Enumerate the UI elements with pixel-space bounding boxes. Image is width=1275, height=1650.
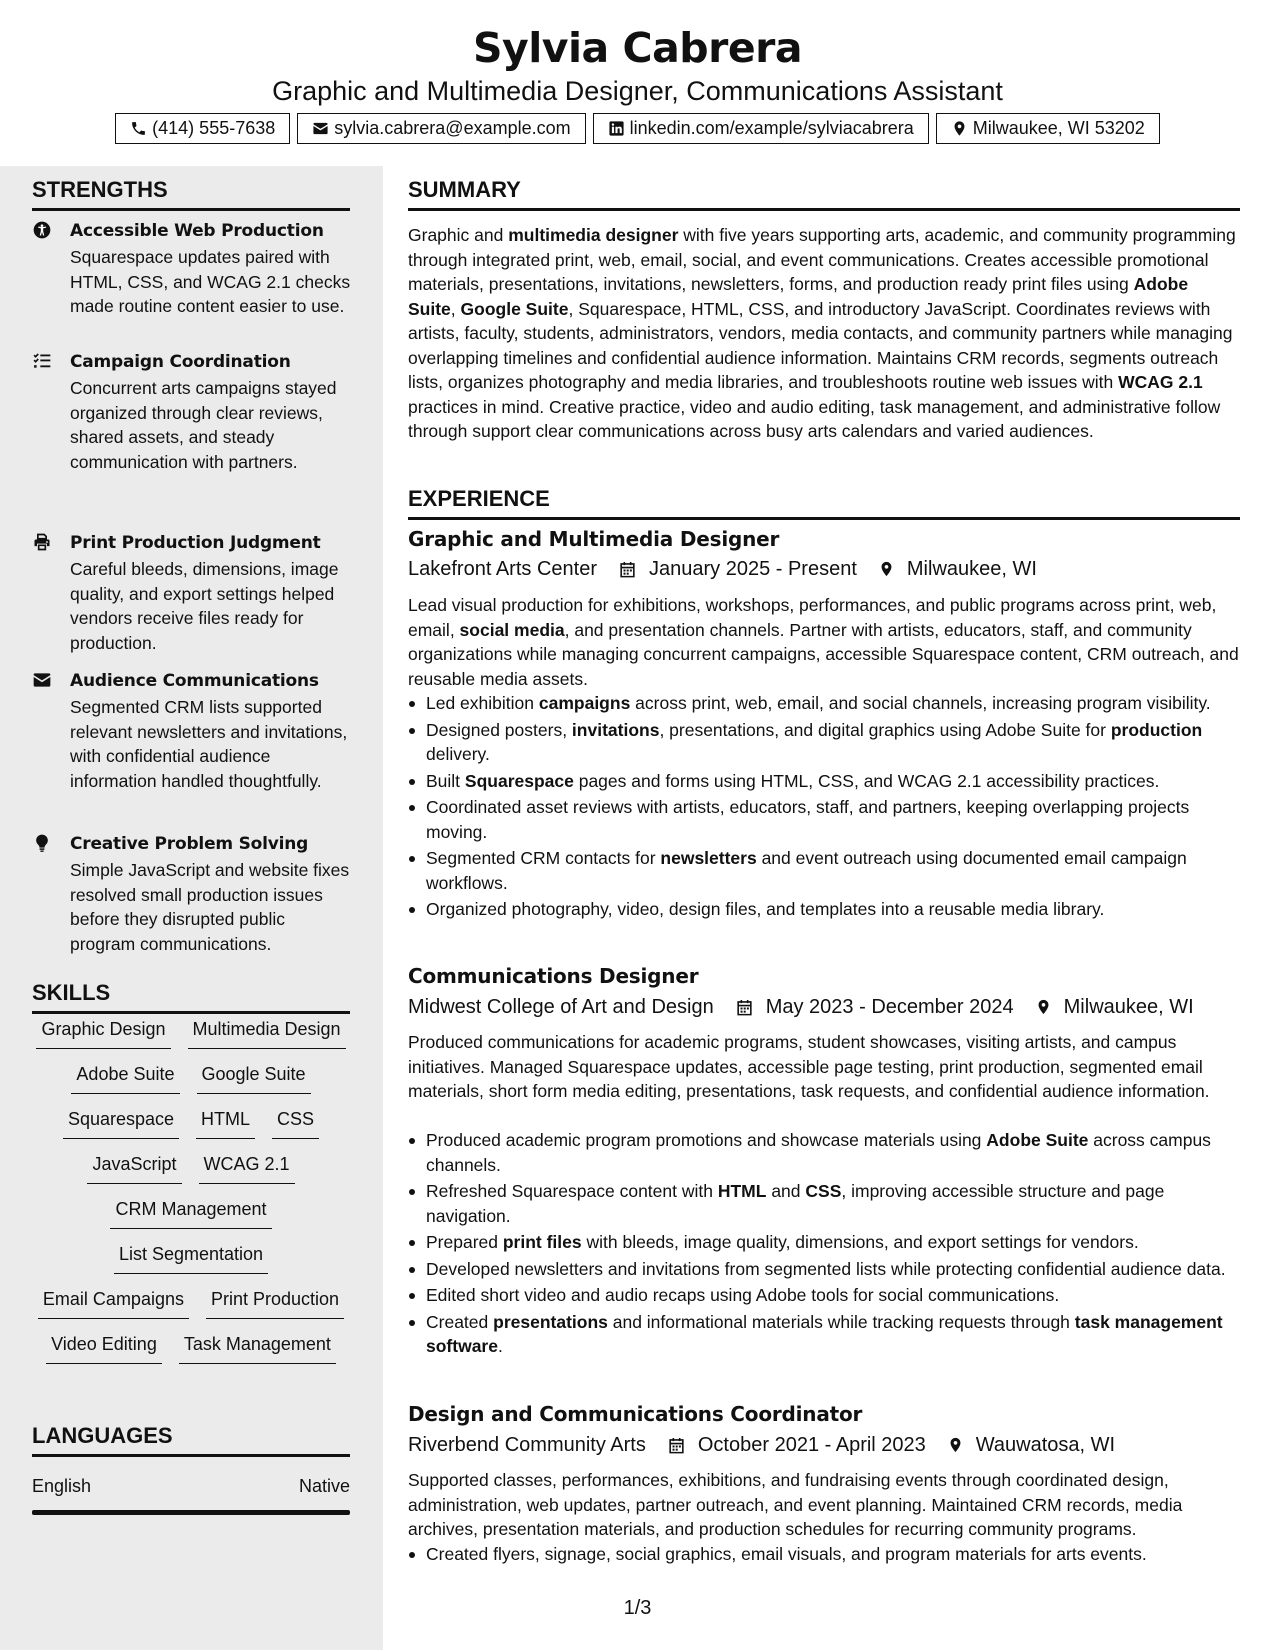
skill-tag: JavaScript — [87, 1152, 181, 1184]
text-run: Developed newsletters and invitations from segmented lists while protecting confidential audience data. — [426, 1258, 1226, 1279]
text-run: , and presentation channels. Partner with artists, educators, staff, and community organizations while managing concurrent campaigns, accessible Squarespace content, CRM outreach, and reusable media assets. — [408, 619, 1239, 689]
skill-tag: Adobe Suite — [71, 1062, 179, 1094]
bold-text: CSS — [805, 1181, 842, 1201]
bullet-item — [408, 1230, 1240, 1255]
bold-text: production — [1110, 719, 1203, 740]
strength-item — [32, 832, 352, 977]
job-dates: January 2025 - Present — [648, 558, 857, 580]
bold-text: presentations — [493, 1311, 608, 1332]
skill-tag: Squarespace — [63, 1107, 179, 1139]
text-run: Refreshed Squarespace content with — [426, 1181, 718, 1201]
linkedin-text: linkedin.com/example/sylviacabrera — [629, 118, 914, 138]
email-text: sylvia.cabrera@example.com — [334, 118, 571, 138]
text-run: Organized photography, video, design files, and templates into a reusable media library. — [426, 899, 1105, 919]
job-description — [408, 593, 1240, 691]
text-run: across campus channels. — [426, 1130, 1211, 1175]
text-run: Graphic and — [408, 225, 509, 245]
job-dates: October 2021 - April 2023 — [697, 1434, 926, 1456]
printer-icon — [32, 532, 52, 552]
skill-tag: Print Production — [206, 1287, 344, 1319]
experience-heading: EXPERIENCE — [408, 485, 1240, 520]
text-run: Produced communications for academic programs, student showcases, visiting artists, and campus initiatives. Managed Squarespace updates, accessible page testing, print production, segmented email materials, short form media editing, presentations, task requests, and confidential audience information. — [408, 1032, 1210, 1101]
map-pin-icon — [1035, 997, 1052, 1017]
bullet-item — [408, 1179, 1240, 1228]
strength-description: Squarespace updates paired with HTML, CSS, and WCAG 2.1 checks made routine content easier to use. — [70, 247, 351, 316]
bold-text: HTML — [717, 1181, 767, 1201]
map-pin-icon — [951, 120, 968, 137]
contact-bar — [0, 113, 1275, 144]
bold-text: social media — [459, 619, 565, 640]
bold-text: WCAG 2.1 — [1118, 372, 1203, 392]
candidate-name: Sylvia Cabrera — [472, 24, 803, 72]
job-company: Riverbend Community Arts — [408, 1434, 646, 1456]
skill-tag: WCAG 2.1 — [199, 1152, 295, 1184]
job-description — [408, 1468, 1240, 1542]
phone-icon — [130, 120, 147, 137]
strength-description: Segmented CRM lists supported relevant newsletters and invitations, with confidential audience information handled thoughtfully. — [70, 697, 348, 791]
skill-tag: CSS — [272, 1107, 319, 1139]
skills-heading: SKILLS — [32, 979, 350, 1014]
job-location: Milwaukee, WI — [906, 558, 1037, 580]
calendar-icon — [618, 560, 637, 579]
text-run: Coordinated asset reviews with artists, educators, staff, and partners, keeping overlapping projects moving. — [426, 797, 1190, 842]
skills-list — [32, 1017, 350, 1377]
bold-text: invitations — [571, 719, 660, 740]
skill-tag: Google Suite — [197, 1062, 311, 1094]
accessibility-icon — [32, 220, 52, 240]
job-company: Midwest College of Art and Design — [408, 996, 714, 1018]
text-run: Prepared — [426, 1232, 503, 1252]
skill-row — [32, 1017, 350, 1062]
skill-tag: HTML — [196, 1107, 255, 1139]
text-run: and informational materials while tracking requests through — [607, 1311, 1075, 1332]
bullet-item — [408, 691, 1240, 716]
text-run: Built — [426, 770, 465, 791]
text-run: , presentations, and digital graphics using Adobe Suite for — [659, 719, 1111, 740]
bullet-item — [408, 795, 1240, 844]
pin-wrap — [1014, 997, 1064, 1017]
calendar-icon — [667, 1436, 686, 1455]
bold-text: newsletters — [660, 848, 757, 868]
bold-text: Adobe Suite — [408, 274, 1189, 319]
job-company: Lakefront Arts Center — [408, 558, 597, 580]
text-run: Segmented CRM contacts for — [426, 848, 661, 868]
strength-item — [32, 669, 352, 814]
skill-tag: Video Editing — [46, 1332, 162, 1364]
envelope-icon — [32, 670, 52, 690]
text-run: pages and forms using HTML, CSS, and WCAG 2.1 accessibility practices. — [573, 770, 1160, 791]
contact-linkedin[interactable] — [593, 113, 929, 144]
language-proficiency-bar — [32, 1510, 350, 1515]
strengths-heading: STRENGTHS — [32, 176, 350, 211]
job-bullets — [408, 1542, 1240, 1569]
strength-description: Careful bleeds, dimensions, image quality, and export settings helped vendors receive files ready for production. — [70, 559, 339, 653]
bullet-item — [408, 1310, 1240, 1359]
text-run: , Squarespace, HTML, CSS, and introductory JavaScript. Coordinates reviews with artists, faculty, students, administrators, vendors, media contacts, and community partners while managing overlapping timelines and confidential audience information. Maintains CRM records, segments outreach lists, organizes photography and media libraries, and troubleshoots routine web issues with — [408, 298, 1233, 392]
text-run: with bleeds, image quality, dimensions, and export settings for vendors. — [581, 1232, 1139, 1252]
skill-row — [32, 1152, 350, 1197]
location-text: Milwaukee, WI 53202 — [972, 118, 1145, 138]
text-run: , improving accessible structure and page navigation. — [426, 1181, 1165, 1226]
job-title: Graphic and Multimedia Designer — [408, 527, 780, 551]
bold-text: Google Suite — [460, 298, 569, 319]
bold-text: task management software — [426, 1311, 1223, 1356]
job-bullets — [408, 1128, 1240, 1361]
contact-location — [936, 113, 1160, 144]
linkedin-icon — [608, 120, 625, 137]
phone-text: (414) 555-7638 — [152, 118, 276, 138]
bold-text: print files — [502, 1232, 582, 1252]
bullet-item — [408, 1257, 1240, 1282]
skill-tag: CRM Management — [110, 1197, 271, 1229]
skill-tag: Email Campaigns — [38, 1287, 189, 1319]
bullet-item — [408, 846, 1240, 895]
text-run: with five years supporting arts, academic, and community programming through integrated print, web, email, social, and event communications. Creates accessible promotional materials, presentations, invitations, newsletters, forms, and production ready print files using — [408, 225, 1236, 294]
strength-item — [32, 350, 352, 495]
skill-tag: Multimedia Design — [188, 1017, 346, 1049]
text-run: Created flyers, signage, social graphics, email visuals, and program materials for arts events. — [426, 1544, 1147, 1564]
skill-tag: Graphic Design — [36, 1017, 170, 1049]
text-run: Created — [426, 1311, 494, 1332]
bold-text: Squarespace — [464, 770, 574, 791]
language-name: English — [32, 1476, 92, 1496]
candidate-title: Graphic and Multimedia Designer, Communications Assistant — [272, 76, 1003, 106]
languages-heading: LANGUAGES — [32, 1422, 350, 1457]
bold-text: multimedia designer — [508, 225, 679, 245]
text-run: Lead visual production for exhibitions, workshops, performances, and public programs across print, web, email, — [408, 595, 1217, 640]
text-run: Edited short video and audio recaps using Adobe tools for social communications. — [426, 1285, 1060, 1305]
job-location: Milwaukee, WI — [1063, 996, 1194, 1018]
bullet-item — [408, 1283, 1240, 1308]
text-run: Led exhibition — [426, 693, 539, 713]
contact-phone[interactable] — [115, 113, 290, 144]
job-title: Communications Designer — [408, 964, 699, 988]
job-description — [408, 1030, 1240, 1104]
strength-title: Campaign Coordination — [70, 352, 291, 372]
job-dates: May 2023 - December 2024 — [765, 996, 1014, 1018]
page-number — [0, 1596, 1275, 1620]
skill-row — [32, 1332, 350, 1377]
page-number-text: 1/3 — [623, 1597, 652, 1619]
strength-title: Audience Communications — [70, 671, 319, 691]
job-bullets — [408, 691, 1240, 924]
bold-text: Adobe Suite — [986, 1130, 1089, 1150]
resume-header — [0, 0, 1275, 166]
bullet-item — [408, 769, 1240, 794]
job-title: Design and Communications Coordinator — [408, 1402, 863, 1426]
text-run: across print, web, email, and social channels, increasing program visibility. — [630, 693, 1211, 713]
envelope-icon — [312, 120, 329, 137]
text-run: and — [766, 1181, 806, 1201]
bullet-item — [408, 897, 1240, 922]
job-location: Wauwatosa, WI — [975, 1434, 1116, 1456]
job-meta — [408, 555, 1037, 583]
strength-description: Simple JavaScript and website fixes resolved small production issues before they disrupted public program communications. — [70, 860, 350, 954]
strength-title: Accessible Web Production — [70, 221, 324, 241]
language-level: Native — [298, 1476, 350, 1496]
calendar-icon — [735, 998, 754, 1017]
strength-description: Concurrent arts campaigns stayed organized through clear reviews, shared assets, and steady communication with partners. — [70, 378, 337, 472]
bullet-item — [408, 1542, 1240, 1567]
pin-wrap — [857, 559, 907, 579]
text-run: Supported classes, performances, exhibitions, and fundraising events through coordinated design, administration, web updates, partner outreach, and event planning. Maintained CRM records, media archives, presentation materials, and production schedules for recurring community programs. — [408, 1470, 1183, 1539]
bullet-item — [408, 1128, 1240, 1177]
summary-text — [408, 223, 1240, 444]
text-run: . — [497, 1336, 503, 1356]
text-run: Designed posters, — [426, 719, 572, 740]
text-run: and event outreach using documented email campaign workflows. — [426, 848, 1187, 893]
strength-title: Print Production Judgment — [70, 533, 321, 553]
text-run: delivery. — [426, 744, 490, 764]
skill-tag: List Segmentation — [114, 1242, 268, 1274]
bold-text: campaigns — [538, 693, 631, 713]
text-run: , — [450, 298, 461, 319]
skill-row — [32, 1242, 350, 1287]
text-run: practices in mind. Creative practice, video and audio editing, task management, and administrative follow through support clear communications across busy arts calendars and varied audiences. — [408, 396, 1221, 441]
skill-row — [32, 1197, 350, 1242]
bullet-item — [408, 718, 1240, 767]
strength-item — [32, 219, 352, 339]
map-pin-icon — [878, 559, 895, 579]
skill-row — [32, 1062, 350, 1107]
map-pin-icon — [947, 1435, 964, 1455]
job-meta — [408, 993, 1194, 1021]
skill-row — [32, 1107, 350, 1152]
strength-item — [32, 531, 352, 651]
skill-tag: Task Management — [179, 1332, 336, 1364]
checklist-icon — [32, 351, 52, 371]
strength-title: Creative Problem Solving — [70, 834, 309, 854]
text-run: Produced academic program promotions and showcase materials using — [426, 1130, 987, 1150]
language-item — [32, 1474, 350, 1498]
pin-wrap — [926, 1435, 976, 1455]
job-meta — [408, 1431, 1115, 1459]
contact-email[interactable] — [297, 113, 585, 144]
summary-heading: SUMMARY — [408, 176, 1240, 211]
lightbulb-icon — [32, 833, 52, 853]
skill-row — [32, 1287, 350, 1332]
